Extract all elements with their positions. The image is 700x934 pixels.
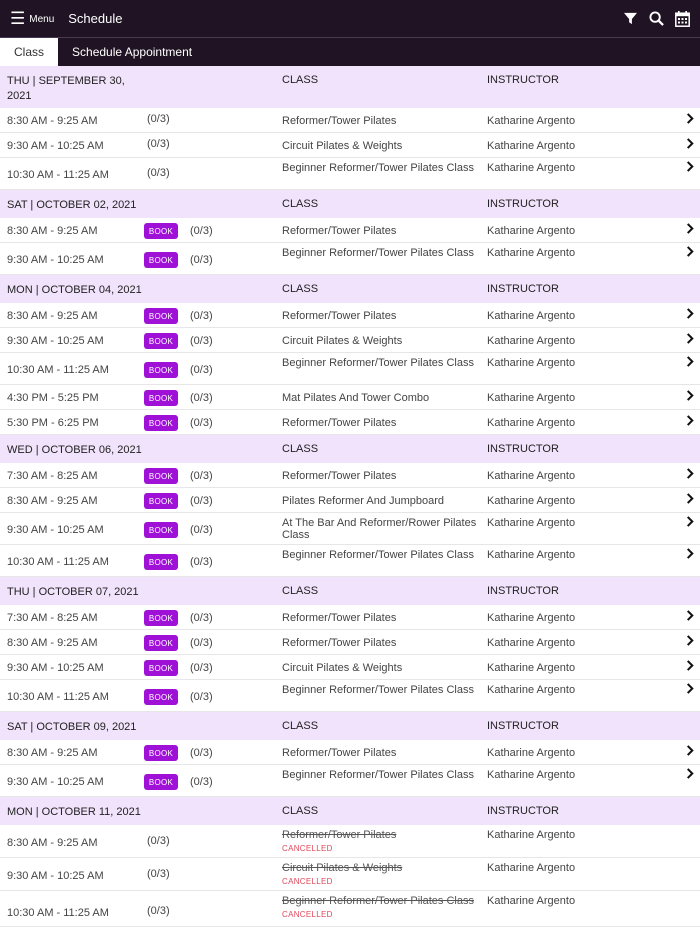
class-time: 10:30 AM - 11:25 AM bbox=[7, 364, 109, 376]
class-cell bbox=[282, 133, 487, 152]
class-time: 10:30 AM - 11:25 AM bbox=[7, 169, 109, 181]
class-time: 9:30 AM - 10:25 AM bbox=[7, 335, 104, 347]
instructor-name: Katharine Argento bbox=[487, 684, 576, 696]
capacity-count: (0/3) bbox=[190, 225, 213, 237]
class-name: At The Bar And Reformer/Rower Pilates Class bbox=[282, 517, 477, 541]
capacity-count: (0/3) bbox=[190, 691, 213, 703]
class-name: Reformer/Tower Pilates bbox=[282, 747, 397, 759]
class-row[interactable] bbox=[0, 891, 700, 927]
class-row[interactable] bbox=[0, 158, 700, 190]
class-time: 9:30 AM - 10:25 AM bbox=[7, 776, 104, 788]
day-header bbox=[0, 577, 700, 605]
class-column-header: CLASS bbox=[282, 198, 319, 210]
capacity-count: (0/3) bbox=[147, 167, 170, 179]
class-row[interactable] bbox=[0, 513, 700, 545]
instructor-column-header: INSTRUCTOR bbox=[487, 720, 559, 732]
class-row[interactable] bbox=[0, 765, 700, 797]
book-button[interactable]: BOOK bbox=[144, 660, 178, 676]
class-name: Reformer/Tower Pilates bbox=[282, 225, 397, 237]
instructor-name: Katharine Argento bbox=[487, 225, 576, 237]
class-time: 10:30 AM - 11:25 AM bbox=[7, 907, 109, 919]
class-cell bbox=[282, 740, 487, 759]
class-row[interactable] bbox=[0, 328, 700, 353]
class-time: 8:30 AM - 9:25 AM bbox=[7, 837, 98, 849]
class-time: 10:30 AM - 11:25 AM bbox=[7, 556, 109, 568]
capacity-count: (0/3) bbox=[147, 138, 170, 150]
instructor-column-header: INSTRUCTOR bbox=[487, 805, 559, 817]
day-header bbox=[0, 435, 700, 463]
class-cell bbox=[282, 891, 487, 921]
instructor-column-header: INSTRUCTOR bbox=[487, 585, 559, 597]
instructor-name: Katharine Argento bbox=[487, 747, 576, 759]
class-row[interactable] bbox=[0, 353, 700, 385]
instructor-name: Katharine Argento bbox=[487, 470, 576, 482]
class-row[interactable] bbox=[0, 243, 700, 275]
class-time: 8:30 AM - 9:25 AM bbox=[7, 225, 98, 237]
book-button[interactable]: BOOK bbox=[144, 635, 178, 651]
class-name: Reformer/Tower Pilates bbox=[282, 829, 397, 841]
class-row[interactable] bbox=[0, 488, 700, 513]
class-row[interactable] bbox=[0, 303, 700, 328]
chevron-right-icon[interactable] bbox=[680, 545, 700, 559]
capacity-count: (0/3) bbox=[147, 835, 170, 847]
book-button[interactable]: BOOK bbox=[144, 252, 178, 268]
instructor-column-header: INSTRUCTOR bbox=[487, 198, 559, 210]
class-time: 4:30 PM - 5:25 PM bbox=[7, 392, 99, 404]
book-button[interactable]: BOOK bbox=[144, 362, 178, 378]
class-cell bbox=[282, 218, 487, 237]
class-time: 9:30 AM - 10:25 AM bbox=[7, 524, 104, 536]
class-time: 9:30 AM - 10:25 AM bbox=[7, 254, 104, 266]
class-cell bbox=[282, 108, 487, 127]
chevron-right-icon[interactable] bbox=[680, 133, 700, 149]
class-row[interactable] bbox=[0, 133, 700, 158]
capacity-count: (0/3) bbox=[190, 364, 213, 376]
chevron-right-icon[interactable] bbox=[680, 303, 700, 319]
class-column-header: CLASS bbox=[282, 805, 319, 817]
class-column-header: CLASS bbox=[282, 720, 319, 732]
instructor-column-header: INSTRUCTOR bbox=[487, 443, 559, 455]
class-time: 8:30 AM - 9:25 AM bbox=[7, 115, 98, 127]
chevron-right-icon[interactable] bbox=[680, 680, 700, 694]
instructor-name: Katharine Argento bbox=[487, 247, 576, 259]
capacity-count: (0/3) bbox=[190, 495, 213, 507]
class-name: Beginner Reformer/Tower Pilates Class bbox=[282, 549, 474, 561]
class-cell bbox=[282, 243, 487, 259]
class-cell bbox=[282, 825, 487, 855]
class-time: 7:30 AM - 8:25 AM bbox=[7, 612, 98, 624]
class-cell bbox=[282, 385, 487, 404]
hamburger-icon: ☰ bbox=[10, 9, 26, 28]
instructor-name: Katharine Argento bbox=[487, 517, 576, 529]
day-header bbox=[0, 190, 700, 218]
class-time: 10:30 AM - 11:25 AM bbox=[7, 691, 109, 703]
capacity-count: (0/3) bbox=[190, 417, 213, 429]
chevron-right-icon[interactable] bbox=[680, 630, 700, 646]
class-column-header: CLASS bbox=[282, 74, 319, 86]
class-cell bbox=[282, 680, 487, 696]
class-cell bbox=[282, 655, 487, 674]
day-date: THU | SEPTEMBER 30, 2021 bbox=[7, 75, 125, 102]
chevron-right-icon[interactable] bbox=[680, 655, 700, 671]
instructor-name: Katharine Argento bbox=[487, 862, 576, 874]
class-row[interactable] bbox=[0, 218, 700, 243]
class-row[interactable] bbox=[0, 680, 700, 712]
capacity-count: (0/3) bbox=[190, 776, 213, 788]
day-header bbox=[0, 66, 700, 108]
class-time: 5:30 PM - 6:25 PM bbox=[7, 417, 99, 429]
chevron-right-icon[interactable] bbox=[680, 243, 700, 257]
cancelled-label: CANCELLED bbox=[282, 844, 333, 853]
top-bar bbox=[0, 0, 700, 38]
class-time: 8:30 AM - 9:25 AM bbox=[7, 495, 98, 507]
instructor-name: Katharine Argento bbox=[487, 895, 576, 907]
chevron-right-icon[interactable] bbox=[680, 463, 700, 479]
book-button[interactable]: BOOK bbox=[144, 745, 178, 761]
class-name: Beginner Reformer/Tower Pilates Class bbox=[282, 247, 474, 259]
class-cell bbox=[282, 158, 487, 174]
capacity-count: (0/3) bbox=[190, 747, 213, 759]
instructor-name: Katharine Argento bbox=[487, 495, 576, 507]
class-name: Circuit Pilates & Weights bbox=[282, 140, 403, 152]
search-icon[interactable] bbox=[648, 11, 664, 27]
class-column-header: CLASS bbox=[282, 283, 319, 295]
calendar-icon[interactable] bbox=[674, 11, 690, 27]
instructor-name: Katharine Argento bbox=[487, 612, 576, 624]
class-name: Reformer/Tower Pilates bbox=[282, 310, 397, 322]
class-row[interactable] bbox=[0, 545, 700, 577]
book-button[interactable]: BOOK bbox=[144, 522, 178, 538]
tab-class[interactable]: Class bbox=[0, 38, 58, 66]
chevron-right-icon[interactable] bbox=[680, 158, 700, 172]
class-time: 9:30 AM - 10:25 AM bbox=[7, 662, 104, 674]
day-header bbox=[0, 712, 700, 740]
chevron-right-icon[interactable] bbox=[680, 765, 700, 779]
class-row[interactable] bbox=[0, 463, 700, 488]
class-cell bbox=[282, 410, 487, 429]
class-name: Circuit Pilates & Weights bbox=[282, 335, 403, 347]
capacity-count: (0/3) bbox=[190, 392, 213, 404]
capacity-count: (0/3) bbox=[147, 113, 170, 125]
schedule-list bbox=[0, 66, 700, 927]
capacity-count: (0/3) bbox=[147, 868, 170, 880]
class-name: Mat Pilates And Tower Combo bbox=[282, 392, 430, 404]
class-column-header: CLASS bbox=[282, 585, 319, 597]
capacity-count: (0/3) bbox=[190, 254, 213, 266]
class-name: Reformer/Tower Pilates bbox=[282, 637, 397, 649]
book-button[interactable]: BOOK bbox=[144, 468, 178, 484]
capacity-count: (0/3) bbox=[190, 310, 213, 322]
day-date: SAT | OCTOBER 02, 2021 bbox=[7, 199, 137, 211]
page-title: Schedule bbox=[68, 11, 123, 26]
instructor-column-header: INSTRUCTOR bbox=[487, 283, 559, 295]
capacity-count: (0/3) bbox=[190, 335, 213, 347]
class-name: Beginner Reformer/Tower Pilates Class bbox=[282, 769, 474, 781]
class-cell bbox=[282, 765, 487, 781]
class-name: Reformer/Tower Pilates bbox=[282, 470, 397, 482]
class-row[interactable] bbox=[0, 108, 700, 133]
day-date: WED | OCTOBER 06, 2021 bbox=[7, 444, 142, 456]
book-button[interactable]: BOOK bbox=[144, 333, 178, 349]
tab-bar bbox=[0, 38, 700, 66]
menu-label: Menu bbox=[29, 14, 55, 25]
book-button[interactable]: BOOK bbox=[144, 308, 178, 324]
chevron-right-icon[interactable] bbox=[680, 410, 700, 426]
class-cell bbox=[282, 328, 487, 347]
instructor-name: Katharine Argento bbox=[487, 357, 576, 369]
class-name: Reformer/Tower Pilates bbox=[282, 115, 397, 127]
class-time: 8:30 AM - 9:25 AM bbox=[7, 637, 98, 649]
instructor-name: Katharine Argento bbox=[487, 392, 576, 404]
class-cell bbox=[282, 630, 487, 649]
book-button[interactable]: BOOK bbox=[144, 610, 178, 626]
class-name: Reformer/Tower Pilates bbox=[282, 612, 397, 624]
capacity-count: (0/3) bbox=[190, 470, 213, 482]
book-button[interactable]: BOOK bbox=[144, 493, 178, 509]
filter-icon[interactable] bbox=[622, 11, 638, 27]
instructor-name: Katharine Argento bbox=[487, 162, 576, 174]
class-name: Beginner Reformer/Tower Pilates Class bbox=[282, 162, 474, 174]
tab-schedule-appointment[interactable]: Schedule Appointment bbox=[72, 45, 193, 59]
capacity-count: (0/3) bbox=[190, 524, 213, 536]
instructor-name: Katharine Argento bbox=[487, 769, 576, 781]
cancelled-label: CANCELLED bbox=[282, 910, 333, 919]
day-date: MON | OCTOBER 11, 2021 bbox=[7, 806, 141, 818]
class-name: Reformer/Tower Pilates bbox=[282, 417, 397, 429]
class-time: 8:30 AM - 9:25 AM bbox=[7, 747, 98, 759]
instructor-name: Katharine Argento bbox=[487, 637, 576, 649]
book-button[interactable]: BOOK bbox=[144, 554, 178, 570]
instructor-name: Katharine Argento bbox=[487, 829, 576, 841]
chevron-right-icon[interactable] bbox=[680, 218, 700, 234]
capacity-count: (0/3) bbox=[147, 905, 170, 917]
book-button[interactable]: BOOK bbox=[144, 689, 178, 705]
instructor-name: Katharine Argento bbox=[487, 662, 576, 674]
chevron-right-icon[interactable] bbox=[680, 108, 700, 124]
class-cell bbox=[282, 858, 487, 888]
instructor-name: Katharine Argento bbox=[487, 335, 576, 347]
class-cell bbox=[282, 353, 487, 369]
chevron-right-icon[interactable] bbox=[680, 328, 700, 344]
instructor-name: Katharine Argento bbox=[487, 310, 576, 322]
day-date: MON | OCTOBER 04, 2021 bbox=[7, 284, 142, 296]
chevron-right-icon[interactable] bbox=[680, 513, 700, 527]
class-row[interactable] bbox=[0, 825, 700, 858]
book-button[interactable]: BOOK bbox=[144, 415, 178, 431]
capacity-count: (0/3) bbox=[190, 662, 213, 674]
day-header bbox=[0, 275, 700, 303]
instructor-name: Katharine Argento bbox=[487, 549, 576, 561]
day-date: THU | OCTOBER 07, 2021 bbox=[7, 586, 139, 598]
class-time: 8:30 AM - 9:25 AM bbox=[7, 310, 98, 322]
chevron-right-icon[interactable] bbox=[680, 605, 700, 621]
class-row[interactable] bbox=[0, 385, 700, 410]
book-button[interactable]: BOOK bbox=[144, 774, 178, 790]
menu-button[interactable] bbox=[10, 10, 54, 27]
class-cell bbox=[282, 463, 487, 482]
chevron-right-icon[interactable] bbox=[680, 353, 700, 367]
class-cell bbox=[282, 513, 487, 541]
class-column-header: CLASS bbox=[282, 443, 319, 455]
instructor-column-header: INSTRUCTOR bbox=[487, 74, 559, 86]
class-row[interactable] bbox=[0, 630, 700, 655]
class-name: Pilates Reformer And Jumpboard bbox=[282, 495, 445, 507]
class-cell bbox=[282, 545, 487, 561]
capacity-count: (0/3) bbox=[190, 556, 213, 568]
class-row[interactable] bbox=[0, 410, 700, 435]
chevron-right-icon[interactable] bbox=[680, 740, 700, 756]
instructor-name: Katharine Argento bbox=[487, 417, 576, 429]
book-button[interactable]: BOOK bbox=[144, 390, 178, 406]
day-date: SAT | OCTOBER 09, 2021 bbox=[7, 721, 137, 733]
instructor-name: Katharine Argento bbox=[487, 140, 576, 152]
cancelled-label: CANCELLED bbox=[282, 877, 333, 886]
chevron-right-icon[interactable] bbox=[680, 488, 700, 504]
class-cell bbox=[282, 303, 487, 322]
capacity-count: (0/3) bbox=[190, 637, 213, 649]
instructor-name: Katharine Argento bbox=[487, 115, 576, 127]
class-cell bbox=[282, 488, 487, 507]
day-header bbox=[0, 797, 700, 825]
class-name: Beginner Reformer/Tower Pilates Class bbox=[282, 357, 474, 369]
class-row[interactable] bbox=[0, 858, 700, 891]
chevron-right-icon[interactable] bbox=[680, 385, 700, 401]
class-time: 7:30 AM - 8:25 AM bbox=[7, 470, 98, 482]
class-time: 9:30 AM - 10:25 AM bbox=[7, 140, 104, 152]
book-button[interactable]: BOOK bbox=[144, 223, 178, 239]
class-time: 9:30 AM - 10:25 AM bbox=[7, 870, 104, 882]
class-name: Circuit Pilates & Weights bbox=[282, 862, 403, 874]
capacity-count: (0/3) bbox=[190, 612, 213, 624]
class-name: Beginner Reformer/Tower Pilates Class bbox=[282, 895, 474, 907]
class-row[interactable] bbox=[0, 655, 700, 680]
class-name: Beginner Reformer/Tower Pilates Class bbox=[282, 684, 474, 696]
class-row[interactable] bbox=[0, 605, 700, 630]
class-row[interactable] bbox=[0, 740, 700, 765]
class-cell bbox=[282, 605, 487, 624]
class-name: Circuit Pilates & Weights bbox=[282, 662, 403, 674]
